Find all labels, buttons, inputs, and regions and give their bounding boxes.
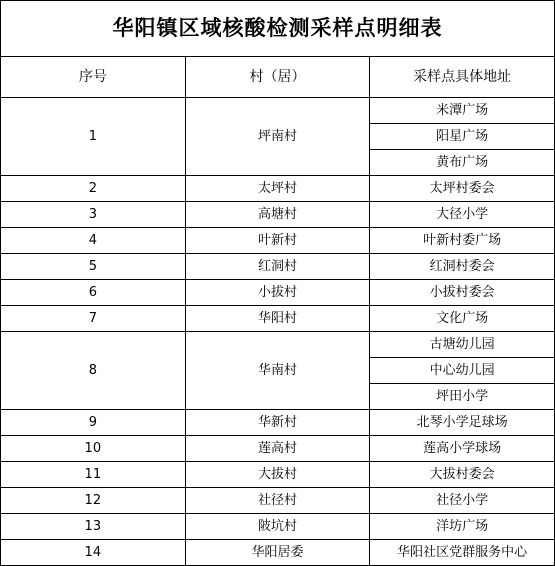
table-row: [1, 540, 555, 566]
table-row: [1, 514, 555, 540]
site-cell: 文化广场: [370, 306, 555, 332]
row-number-cell: 1: [1, 98, 186, 176]
header-row: [1, 57, 555, 98]
site-cell: 大拔村委会: [370, 462, 555, 488]
village-cell: 小拔村: [185, 280, 370, 306]
table-row: [1, 436, 555, 462]
village-cell: 陂坑村: [185, 514, 370, 540]
table-row: [1, 462, 555, 488]
table-row: [1, 488, 555, 514]
header-site: 采样点具体地址: [370, 57, 555, 98]
table-row: [1, 280, 555, 306]
village-cell: 大拔村: [185, 462, 370, 488]
row-number-cell: 8: [1, 332, 186, 410]
site-cell: 莲高小学球场: [370, 436, 555, 462]
site-cell: 叶新村委广场: [370, 228, 555, 254]
site-cell: 红洞村委会: [370, 254, 555, 280]
village-cell: 华阳居委: [185, 540, 370, 566]
table-body: [1, 1, 555, 566]
row-number-cell: 3: [1, 202, 186, 228]
village-cell: 高塘村: [185, 202, 370, 228]
table-row: [1, 228, 555, 254]
row-number-cell: 6: [1, 280, 186, 306]
header-village: 村（居）: [185, 57, 370, 98]
site-cell: 中心幼儿园: [370, 358, 555, 384]
village-cell: 莲高村: [185, 436, 370, 462]
row-number-cell: 9: [1, 410, 186, 436]
table-row: [1, 306, 555, 332]
village-cell: 红洞村: [185, 254, 370, 280]
table-row: [1, 332, 555, 358]
site-cell: 古塘幼儿园: [370, 332, 555, 358]
village-cell: 坪南村: [185, 98, 370, 176]
table-row: [1, 410, 555, 436]
site-cell: 小拔村委会: [370, 280, 555, 306]
site-cell: 北琴小学足球场: [370, 410, 555, 436]
village-cell: 太坪村: [185, 176, 370, 202]
village-cell: 社径村: [185, 488, 370, 514]
village-cell: 华新村: [185, 410, 370, 436]
village-cell: 华南村: [185, 332, 370, 410]
table-row: [1, 176, 555, 202]
site-cell: 社径小学: [370, 488, 555, 514]
table-title: 华阳镇区域核酸检测采样点明细表: [1, 1, 555, 57]
table-row: [1, 98, 555, 124]
row-number-cell: 13: [1, 514, 186, 540]
row-number-cell: 5: [1, 254, 186, 280]
site-cell: 华阳社区党群服务中心: [370, 540, 555, 566]
site-cell: 黄布广场: [370, 150, 555, 176]
site-cell: 坪田小学: [370, 384, 555, 410]
row-number-cell: 11: [1, 462, 186, 488]
row-number-cell: 7: [1, 306, 186, 332]
site-cell: 米潭广场: [370, 98, 555, 124]
village-cell: 叶新村: [185, 228, 370, 254]
table-row: [1, 202, 555, 228]
row-number-cell: 10: [1, 436, 186, 462]
row-number-cell: 4: [1, 228, 186, 254]
site-cell: 大径小学: [370, 202, 555, 228]
site-cell: 太坪村委会: [370, 176, 555, 202]
row-number-cell: 14: [1, 540, 186, 566]
header-number: 序号: [1, 57, 186, 98]
row-number-cell: 12: [1, 488, 186, 514]
site-cell: 洋坊广场: [370, 514, 555, 540]
title-row: [1, 1, 555, 57]
table-row: [1, 254, 555, 280]
site-cell: 阳星广场: [370, 124, 555, 150]
village-cell: 华阳村: [185, 306, 370, 332]
row-number-cell: 2: [1, 176, 186, 202]
